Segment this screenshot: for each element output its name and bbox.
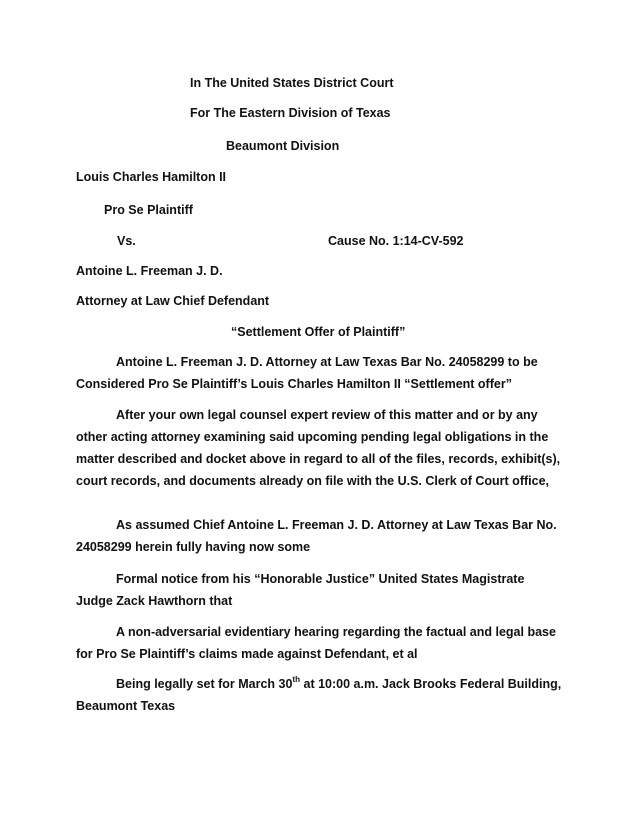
document-title: “Settlement Offer of Plaintiff” [231, 325, 406, 339]
hearing-date-text: Being legally set for March 30 [116, 677, 293, 691]
court-division-line: Beaumont Division [226, 139, 340, 153]
paragraph-formal-notice: Formal notice from his “Honorable Justice” United States Magistrate Judge Zack Hawthorn that [76, 572, 525, 608]
plaintiff-role: Pro Se Plaintiff [104, 203, 193, 217]
defendant-role: Attorney at Law Chief Defendant [76, 294, 270, 308]
paragraph-hearing: A non-adversarial evidentiary hearing regarding the factual and legal base for Pro Se Plaintiff’s claims made against Defendant, et al [76, 625, 556, 661]
paragraph-assumed-chief: As assumed Chief Antoine L. Freeman J. D. Attorney at Law Texas Bar No. 24058299 herein fully having now some [76, 518, 557, 554]
plaintiff-name: Louis Charles Hamilton II [76, 170, 227, 184]
defendant-name: Antoine L. Freeman J. D. [76, 264, 223, 278]
paragraph-hearing-date [76, 673, 564, 717]
paragraph-review: After your own legal counsel expert review of this matter and or by any other acting attorney examining said upcoming pending legal obligations in the matter described and docket above in regard to all of the files, records, exhibit(s), court records, and documents already on file with the U.S. Clerk of Court office, [76, 408, 561, 488]
hearing-location-text: at 10:00 a.m. Jack Brooks Federal Building, Beaumont Texas [76, 677, 562, 713]
versus-label: Vs. [117, 234, 136, 248]
ordinal-suffix: th [292, 675, 301, 684]
court-name-line: In The United States District Court [190, 76, 394, 90]
cause-number: Cause No. 1:14-CV-592 [328, 234, 464, 248]
paragraph-intro: Antoine L. Freeman J. D. Attorney at Law Texas Bar No. 24058299 to be Considered Pro Se Plaintiff’s Louis Charles Hamilton II “Settlement offer” [76, 355, 538, 391]
court-district-line: For The Eastern Division of Texas [190, 106, 391, 120]
